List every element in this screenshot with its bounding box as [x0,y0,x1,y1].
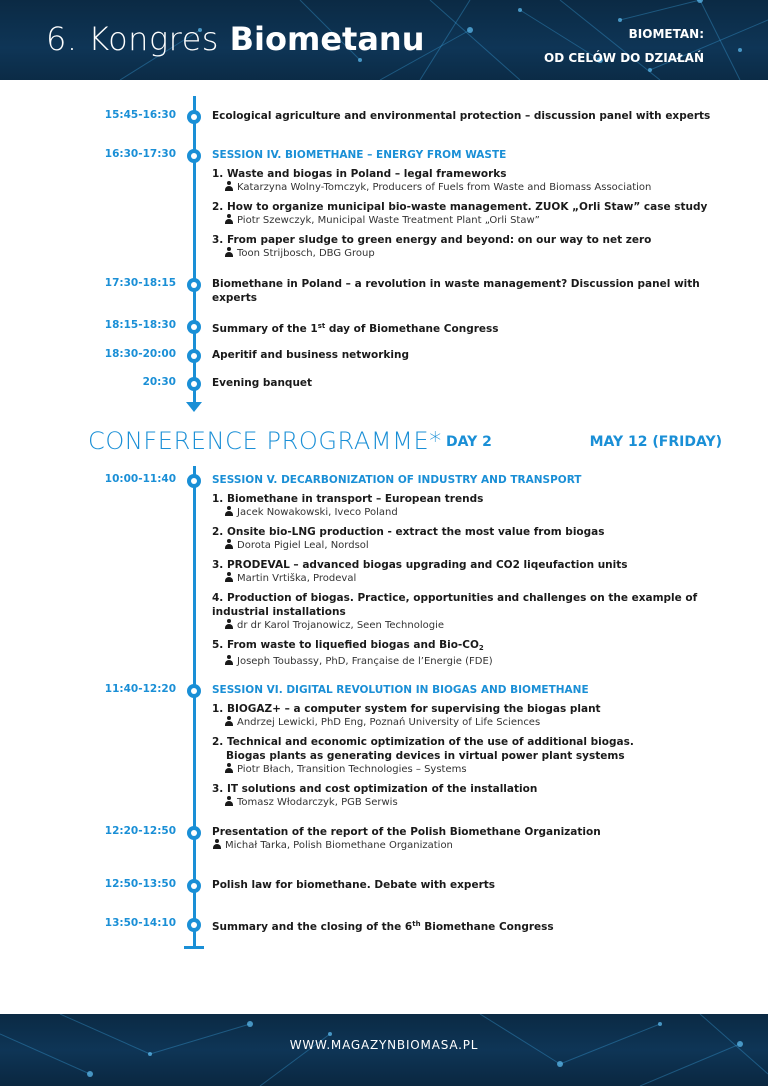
talk-speaker [212,539,732,553]
talk-title-sub: 2 [478,644,484,652]
time-slot: 13:50-14:10 [104,917,176,929]
speaker-name: Martin Vrtiška, Prodeval [237,573,357,584]
agenda-title: Aperitif and business networking [212,349,409,361]
time-slot: 10:00-11:40 [104,473,176,485]
talk-title: 1. Waste and biogas in Poland – legal frameworks [212,168,507,180]
website-link[interactable]: WWW.MAGAZYNBIOMASA.PL [289,1038,479,1052]
agenda-title: Polish law for biomethane. Debate with experts [212,879,496,891]
agenda-title: Ecological agriculture and environmental protection – discussion panel with experts [212,110,711,122]
talk-speaker [212,796,732,810]
person-icon [224,506,234,516]
agenda-title: Evening banquet [212,377,313,389]
talk-item [212,591,732,633]
person-icon [224,655,234,665]
page-footer [0,1014,768,1086]
time-slot: 12:20-12:50 [104,825,176,837]
talk-item [212,782,732,810]
speaker-name: Dorota Pigiel Leal, Nordsol [237,540,369,551]
talk-title: 1. BIOGAZ+ – a computer system for supervising the biogas plant [212,703,601,715]
time-slot: 17:30-18:15 [104,277,176,289]
talk-item [212,735,732,777]
programme-title: CONFERENCE PROGRAMME* [88,427,442,455]
timeline-dot-icon [187,149,201,163]
agenda-title: Biomethane in Poland – a revolution in waste management? Discussion panel with experts [212,278,700,304]
timeline-dot-icon [187,826,201,840]
programme-date: MAY 12 (FRIDAY) [589,434,722,450]
talk-title: 3. PRODEVAL – advanced biogas upgrading and CO2 liqeufaction units [212,559,628,571]
talk-title: 2. How to organize municipal bio-waste management. ZUOK „Orli Staw” case study [212,201,708,213]
page-header [0,0,768,80]
timeline-dot-icon [187,474,201,488]
speaker-name: dr dr Karol Trojanowicz, Seen Technologie [237,620,445,631]
agenda-title-part: Summary and the closing of the 6 [212,921,413,933]
agenda-title [212,917,732,934]
talk-title: 2. Technical and economic optimization of the use of additional biogas. [212,736,634,748]
time-slot: 12:50-13:50 [104,878,176,890]
speaker-name: Piotr Szewczyk, Municipal Waste Treatment Plant „Orli Staw” [237,215,540,226]
timeline-end-bar [184,946,204,949]
person-icon [224,214,234,224]
programme-day: DAY 2 [446,434,492,450]
agenda-title [212,319,732,336]
talk-speaker [212,506,732,520]
talk-item [212,167,732,195]
speaker-name: Joseph Toubassy, PhD, Française de l’Energie (FDE) [237,656,493,667]
person-icon [224,796,234,806]
talk-speaker [212,716,732,730]
speaker-name: Jacek Nowakowski, Iveco Poland [237,507,398,518]
talk-speaker [212,619,732,633]
talk-item [212,702,732,730]
time-slot: 18:30-20:00 [104,348,176,360]
person-icon [224,572,234,582]
arrow-down-icon [186,402,202,412]
talk-title-line2: Biogas plants as generating devices in virtual power plant systems [226,750,625,762]
person-icon [224,763,234,773]
talk-item [212,200,732,228]
talk-speaker [212,247,732,261]
agenda-title-part: Biomethane Congress [420,921,554,933]
speaker-name: Katarzyna Wolny-Tomczyk, Producers of Fuels from Waste and Biomass Association [237,182,652,193]
time-slot: 11:40-12:20 [104,683,176,695]
talk-item [212,525,732,553]
header-title [46,20,424,58]
session-title: SESSION VI. DIGITAL REVOLUTION IN BIOGAS AND BIOMETHANE [212,684,589,696]
talk-title: 3. IT solutions and cost optimization of the installation [212,783,538,795]
talk-speaker [212,655,732,669]
talk-speaker [212,181,732,195]
talk-item [212,558,732,586]
timeline-dot-icon [187,349,201,363]
person-icon [212,839,222,849]
timeline-dot-icon [187,377,201,391]
person-icon [224,247,234,257]
header-tagline-line1: BIOMETAN: [628,27,704,41]
talk-item [212,233,732,261]
talk-item [212,638,732,669]
talk-speaker [212,763,732,777]
talk-title: 3. From paper sludge to green energy and beyond: on our way to net zero [212,234,652,246]
programme-heading [88,427,728,457]
person-icon [224,619,234,629]
header-title-thin: 6. Kongres [46,20,230,58]
header-tagline [544,22,704,70]
timeline-dot-icon [187,110,201,124]
agenda-title-part: day of Biomethane Congress [325,323,499,335]
session-title: SESSION IV. BIOMETHANE – ENERGY FROM WASTE [212,149,507,161]
session-title: SESSION V. DECARBONIZATION OF INDUSTRY AND TRANSPORT [212,474,582,486]
speaker-name: Michał Tarka, Polish Biomethane Organization [225,840,453,851]
timeline-dot-icon [187,320,201,334]
timeline-dot-icon [187,918,201,932]
time-slot: 15:45-16:30 [104,109,176,121]
header-tagline-line2: OD CELÓW DO DZIAŁAŃ [544,51,704,65]
agenda-title: Presentation of the report of the Polish Biomethane Organization [212,826,601,838]
timeline-dot-icon [187,278,201,292]
agenda-title-part: Summary of the 1 [212,323,318,335]
timeline-dot-icon [187,879,201,893]
person-icon [224,181,234,191]
speaker-name: Tomasz Włodarczyk, PGB Serwis [237,797,398,808]
talk-title: 1. Biomethane in transport – European trends [212,493,484,505]
talk-speaker [212,839,732,853]
speaker-name: Toon Strijbosch, DBG Group [237,248,375,259]
time-slot: 20:30 [142,376,176,388]
talk-title [212,638,732,655]
time-slot: 16:30-17:30 [104,148,176,160]
person-icon [224,716,234,726]
agenda-title-sup: st [317,322,326,330]
timeline-dot-icon [187,684,201,698]
talk-title: 2. Onsite bio-LNG production - extract the most value from biogas [212,526,605,538]
timeline-line-day2 [193,466,196,947]
person-icon [224,539,234,549]
agenda-title-sup: th [412,920,421,928]
speaker-name: Piotr Błach, Transition Technologies – Systems [237,764,467,775]
speaker-name: Andrzej Lewicki, PhD Eng, Poznań University of Life Sciences [237,717,541,728]
talk-speaker [212,572,732,586]
talk-speaker [212,214,732,228]
talk-item [212,492,732,520]
talk-title: 4. Production of biogas. Practice, opportunities and challenges on the example of industrial installations [212,592,698,618]
talk-title-part: 5. From waste to liquefied biogas and Bio-CO [212,639,479,651]
time-slot: 18:15-18:30 [104,319,176,331]
header-title-bold: Biometanu [229,20,425,58]
